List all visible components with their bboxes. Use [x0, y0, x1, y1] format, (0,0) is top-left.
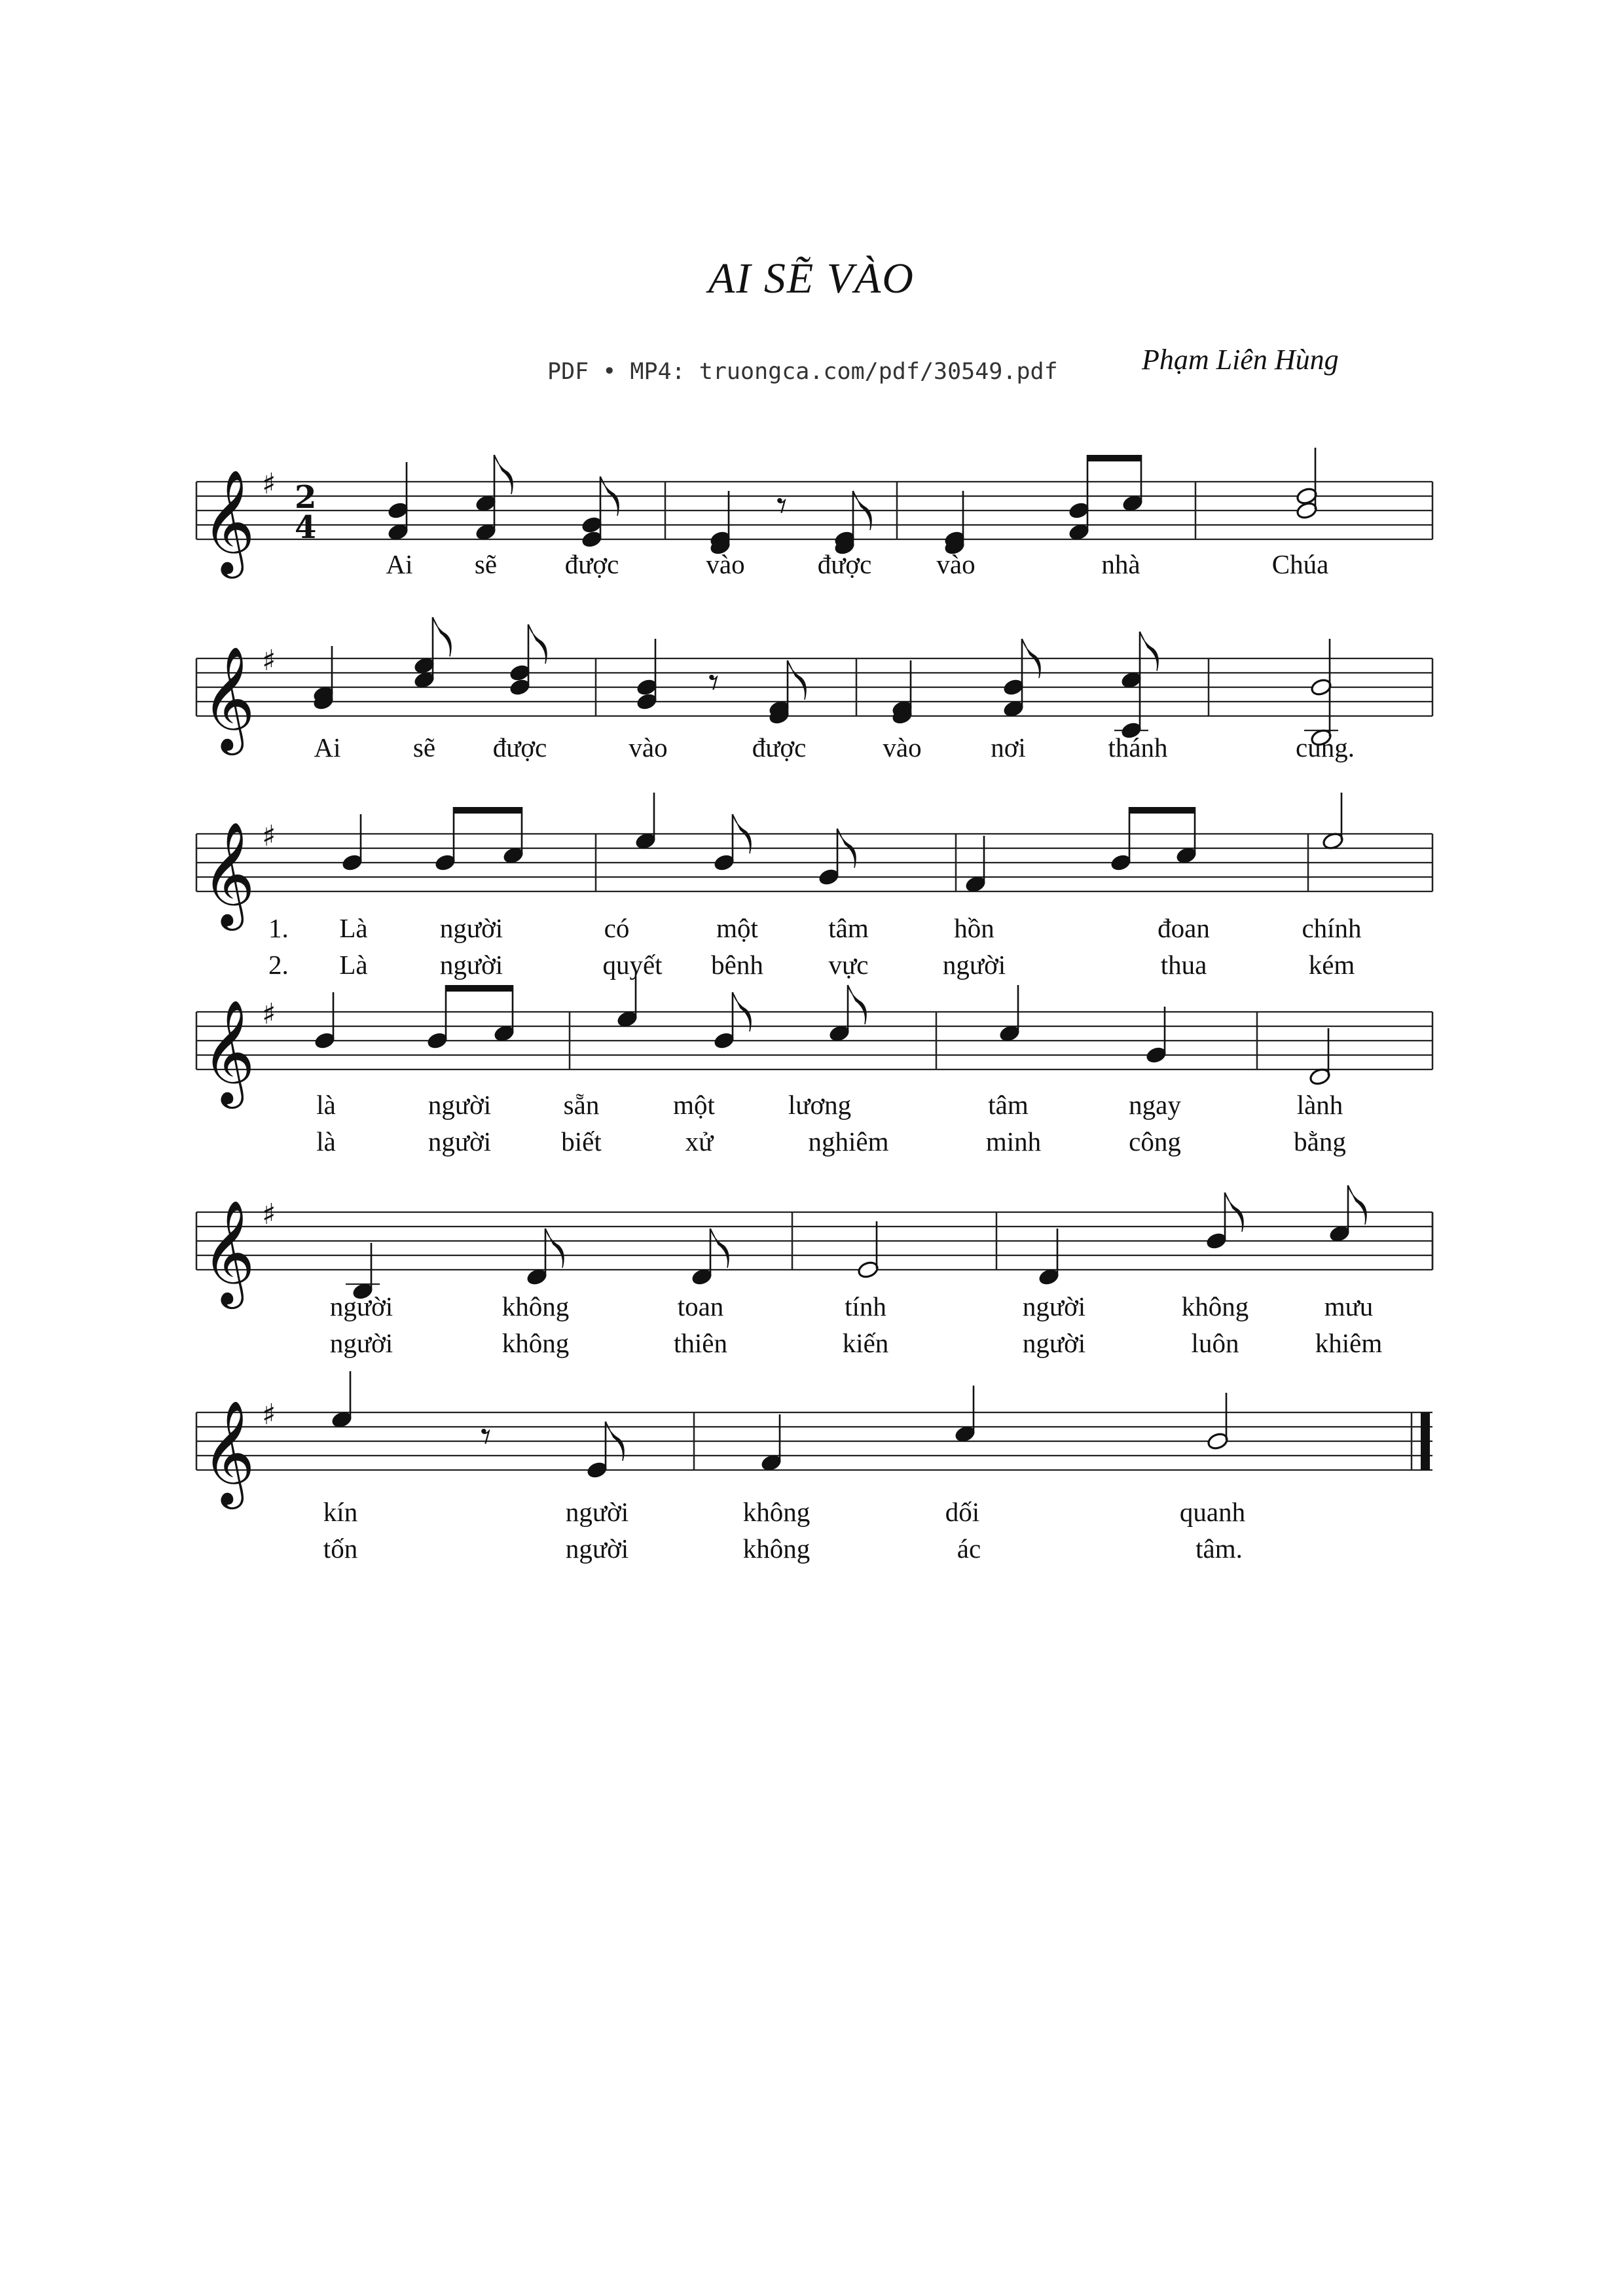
lyric-syllable: cung. — [1296, 732, 1355, 762]
lyric-syllable: tính — [845, 1291, 886, 1321]
beam — [453, 807, 522, 814]
lyric-syllable: một — [716, 913, 758, 943]
key-signature-sharp-icon: ♯ — [262, 1398, 276, 1431]
lyric-syllable: tâm. — [1195, 1534, 1243, 1564]
lyric-syllable: có — [604, 913, 630, 943]
lyric-syllable: người — [942, 950, 1006, 980]
lyric-syllable: tâm — [988, 1090, 1029, 1120]
lyric-syllable: là — [316, 1090, 336, 1120]
lyric-syllable: chính — [1302, 913, 1362, 943]
lyric-syllable: sẵn — [563, 1090, 600, 1120]
eighth-flag — [433, 617, 451, 656]
lyric-syllable: người — [428, 1090, 492, 1120]
lyric-syllable: người — [565, 1497, 629, 1527]
treble-clef-icon: 𝄞 — [202, 1399, 255, 1505]
treble-clef-icon: 𝄞 — [202, 821, 255, 926]
lyric-syllable: toan — [677, 1291, 724, 1321]
lyric-syllable: công — [1129, 1126, 1181, 1157]
staff-system-4 — [196, 971, 1432, 1109]
lyric-syllable: thua — [1160, 950, 1207, 980]
eighth-flag — [710, 1229, 729, 1268]
lyric-syllable: không — [742, 1497, 811, 1527]
lyric-syllable: thánh — [1108, 732, 1168, 762]
lyric-syllable: tâm — [828, 913, 869, 943]
beam — [1087, 455, 1142, 461]
lyric-syllable: vào — [706, 549, 745, 579]
lyric-syllable: mưu — [1324, 1291, 1374, 1321]
lyric-syllable: Ai — [386, 549, 413, 579]
lyric-syllable: nhà — [1101, 549, 1140, 579]
lyric-syllable: nơi — [991, 732, 1026, 762]
lyric-syllable: vào — [883, 732, 922, 762]
lyric-syllable: xử — [685, 1126, 714, 1157]
treble-clef-icon: 𝄞 — [202, 469, 255, 574]
lyric-syllable: bênh — [711, 950, 763, 980]
key-signature-sharp-icon: ♯ — [262, 997, 276, 1031]
lyric-syllable: kín — [323, 1497, 358, 1527]
lyric-syllable: Chúa — [1271, 549, 1329, 579]
lyric-syllable: người — [1022, 1328, 1086, 1358]
lyric-syllable: ngay — [1129, 1090, 1181, 1120]
lyric-syllable: quanh — [1179, 1497, 1246, 1527]
lyric-syllable: luôn — [1191, 1328, 1239, 1358]
lyric-syllable: kém — [1308, 950, 1355, 980]
lyric-syllable: vào — [936, 549, 976, 579]
lyric-syllable: minh — [985, 1126, 1042, 1157]
beam — [1129, 807, 1195, 814]
treble-clef-icon: 𝄞 — [202, 1199, 255, 1304]
time-signature-bottom: 4 — [295, 509, 317, 546]
lyric-syllable: không — [742, 1534, 811, 1564]
key-signature-sharp-icon: ♯ — [262, 819, 276, 853]
lyric-syllable: biết — [561, 1126, 602, 1157]
source-link[interactable]: PDF • MP4: truongca.com/pdf/30549.pdf — [547, 359, 1058, 385]
lyric-syllable: người — [439, 950, 503, 980]
lyric-syllable: lương — [788, 1090, 852, 1120]
eighth-flag — [545, 1229, 564, 1268]
lyric-syllable: người — [329, 1291, 393, 1321]
lyric-syllable: là — [316, 1126, 336, 1157]
lyric-syllable: được — [752, 732, 807, 762]
lyric-syllable: người — [428, 1126, 492, 1157]
lyric-syllable: vào — [629, 732, 668, 762]
eighth-flag — [1140, 632, 1158, 671]
lyric-syllable: không — [501, 1328, 570, 1358]
eighth-rest-icon: 𝄾 — [481, 1412, 492, 1460]
time-signature-top: 2 — [295, 479, 317, 516]
lyric-syllable: không — [501, 1291, 570, 1321]
lyric-syllable: người — [439, 913, 503, 943]
lyric-syllable: người — [1022, 1291, 1086, 1321]
lyric-syllable: Là — [339, 950, 368, 980]
lyric-syllable: đoan — [1158, 913, 1210, 943]
eighth-rest-icon: 𝄾 — [776, 482, 788, 529]
eighth-rest-icon: 𝄾 — [708, 658, 720, 706]
lyric-syllable: Là — [339, 913, 368, 943]
lyric-syllable: quyết — [602, 950, 663, 980]
lyric-syllable: được — [817, 549, 872, 579]
lyric-syllable: sẽ — [412, 732, 436, 762]
lyric-syllable: lành — [1296, 1090, 1343, 1120]
lyric-syllable: hồn — [954, 913, 994, 943]
verse-number: 1. — [268, 913, 289, 943]
staff-system-1 — [196, 448, 1432, 579]
beam — [445, 985, 513, 992]
lyric-syllable: Ai — [314, 732, 341, 762]
lyric-syllable: nghiêm — [808, 1126, 889, 1157]
song-title: AI SẼ VÀO — [708, 255, 915, 302]
key-signature-sharp-icon: ♯ — [262, 1198, 276, 1231]
eighth-flag — [494, 455, 513, 494]
eighth-flag — [788, 660, 806, 700]
staff-system-6 — [196, 1371, 1432, 1509]
lyric-syllable: được — [492, 732, 547, 762]
lyric-syllable: ác — [957, 1534, 981, 1564]
lyric-syllable: dối — [945, 1497, 980, 1527]
lyric-syllable: người — [565, 1534, 629, 1564]
composer-name: Phạm Liên Hùng — [1142, 344, 1339, 376]
lyric-syllable: một — [673, 1090, 715, 1120]
eighth-flag — [848, 985, 866, 1024]
staff-system-2 — [196, 617, 1432, 755]
lyric-syllable: bằng — [1294, 1126, 1346, 1157]
treble-clef-icon: 𝄞 — [202, 999, 255, 1104]
key-signature-sharp-icon: ♯ — [262, 467, 276, 501]
lyric-syllable: người — [329, 1328, 393, 1358]
treble-clef-icon: 𝄞 — [202, 645, 255, 751]
key-signature-sharp-icon: ♯ — [262, 644, 276, 677]
lyric-syllable: sẽ — [474, 549, 498, 579]
lyric-syllable: được — [564, 549, 619, 579]
verse-number: 2. — [268, 950, 289, 980]
eighth-flag — [1348, 1185, 1366, 1225]
lyric-syllable: tốn — [323, 1534, 358, 1564]
final-barline-thick — [1421, 1412, 1430, 1470]
lyric-syllable: thiên — [674, 1328, 727, 1358]
staff-system-3 — [196, 793, 1432, 931]
lyric-syllable: kiến — [842, 1328, 889, 1358]
lyric-syllable: vực — [828, 950, 869, 980]
lyric-syllable: khiêm — [1315, 1328, 1383, 1358]
lyric-syllable: không — [1181, 1291, 1249, 1321]
